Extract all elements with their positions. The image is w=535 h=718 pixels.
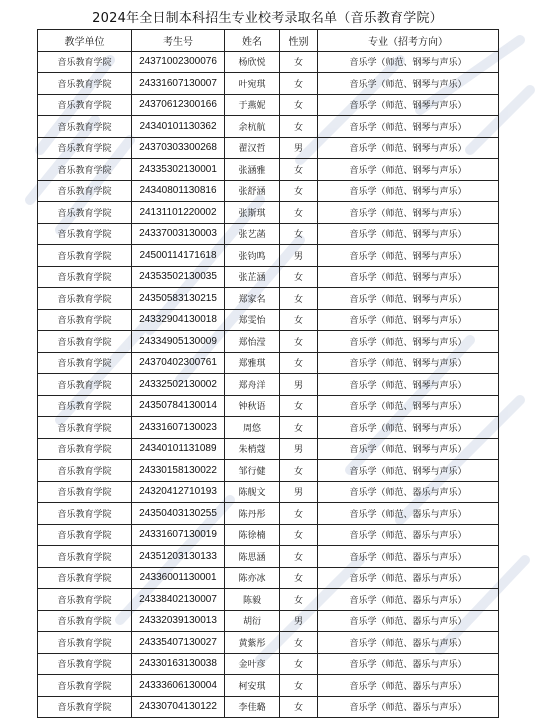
gender-cell: 男 — [280, 438, 318, 460]
table-row — [38, 653, 499, 675]
name-cell: 翟汉哲 — [225, 137, 280, 159]
gender-cell: 女 — [280, 524, 318, 546]
major-cell: 音乐学（师范、钢琴与声乐） — [318, 438, 499, 460]
gender-cell: 男 — [280, 610, 318, 632]
teaching-unit-cell: 音乐教育学院 — [38, 374, 132, 396]
teaching-unit-cell: 音乐教育学院 — [38, 245, 132, 267]
table-row — [38, 288, 499, 310]
gender-cell: 男 — [280, 481, 318, 503]
table-row — [38, 266, 499, 288]
exam-number-cell: 24340101130362 — [132, 116, 225, 138]
table-row — [38, 438, 499, 460]
name-cell: 周悠 — [225, 417, 280, 439]
name-cell: 郑家名 — [225, 288, 280, 310]
gender-cell: 男 — [280, 245, 318, 267]
teaching-unit-cell: 音乐教育学院 — [38, 696, 132, 718]
teaching-unit-cell: 音乐教育学院 — [38, 159, 132, 181]
exam-number-cell: 24330704130122 — [132, 696, 225, 718]
exam-number-cell: 24320412710193 — [132, 481, 225, 503]
major-cell: 音乐学（师范、器乐与声乐） — [318, 524, 499, 546]
major-cell: 音乐学（师范、钢琴与声乐） — [318, 288, 499, 310]
teaching-unit-cell: 音乐教育学院 — [38, 632, 132, 654]
name-cell: 余杭航 — [225, 116, 280, 138]
major-cell: 音乐学（师范、钢琴与声乐） — [318, 51, 499, 73]
exam-number-cell: 24332502130002 — [132, 374, 225, 396]
major-cell: 音乐学（师范、器乐与声乐） — [318, 675, 499, 697]
major-cell: 音乐学（师范、器乐与声乐） — [318, 696, 499, 718]
major-cell: 音乐学（师范、钢琴与声乐） — [318, 137, 499, 159]
exam-number-cell: 24333606130004 — [132, 675, 225, 697]
teaching-unit-cell: 音乐教育学院 — [38, 438, 132, 460]
gender-cell: 女 — [280, 331, 318, 353]
exam-number-cell: 24370303300268 — [132, 137, 225, 159]
exam-number-cell: 24335407130027 — [132, 632, 225, 654]
teaching-unit-cell: 音乐教育学院 — [38, 51, 132, 73]
gender-cell: 女 — [280, 116, 318, 138]
table-row — [38, 675, 499, 697]
table-row — [38, 481, 499, 503]
name-cell: 张芷涵 — [225, 266, 280, 288]
teaching-unit-cell: 音乐教育学院 — [38, 94, 132, 116]
exam-number-cell: 24131101220002 — [132, 202, 225, 224]
table-row — [38, 309, 499, 331]
name-cell: 张舒涵 — [225, 180, 280, 202]
exam-number-cell: 24332039130013 — [132, 610, 225, 632]
table-row — [38, 524, 499, 546]
header-teaching-unit: 教学单位 — [38, 30, 132, 52]
name-cell: 陈徐楠 — [225, 524, 280, 546]
gender-cell: 女 — [280, 288, 318, 310]
exam-number-cell: 24330163130038 — [132, 653, 225, 675]
name-cell: 黄紫彤 — [225, 632, 280, 654]
major-cell: 音乐学（师范、钢琴与声乐） — [318, 223, 499, 245]
exam-number-cell: 24331607130023 — [132, 417, 225, 439]
name-cell: 叶宛琪 — [225, 73, 280, 95]
name-cell: 郑雯怡 — [225, 309, 280, 331]
major-cell: 音乐学（师范、钢琴与声乐） — [318, 460, 499, 482]
name-cell: 张钧鸣 — [225, 245, 280, 267]
name-cell: 于燕妮 — [225, 94, 280, 116]
gender-cell: 女 — [280, 202, 318, 224]
table-row — [38, 137, 499, 159]
gender-cell: 女 — [280, 159, 318, 181]
table-row — [38, 374, 499, 396]
header-gender: 性别 — [280, 30, 318, 52]
name-cell: 朱梢蔻 — [225, 438, 280, 460]
major-cell: 音乐学（师范、钢琴与声乐） — [318, 159, 499, 181]
table-row — [38, 51, 499, 73]
gender-cell: 女 — [280, 675, 318, 697]
major-cell: 音乐学（师范、器乐与声乐） — [318, 632, 499, 654]
gender-cell: 女 — [280, 632, 318, 654]
gender-cell: 女 — [280, 352, 318, 374]
exam-number-cell: 24350403130255 — [132, 503, 225, 525]
teaching-unit-cell: 音乐教育学院 — [38, 481, 132, 503]
exam-number-cell: 24337003130003 — [132, 223, 225, 245]
gender-cell: 女 — [280, 223, 318, 245]
teaching-unit-cell: 音乐教育学院 — [38, 395, 132, 417]
exam-number-cell: 24500114171618 — [132, 245, 225, 267]
teaching-unit-cell: 音乐教育学院 — [38, 137, 132, 159]
name-cell: 柯安琪 — [225, 675, 280, 697]
exam-number-cell: 24340101131089 — [132, 438, 225, 460]
major-cell: 音乐学（师范、器乐与声乐） — [318, 653, 499, 675]
gender-cell: 女 — [280, 417, 318, 439]
name-cell: 张艺菡 — [225, 223, 280, 245]
exam-number-cell: 24353502130035 — [132, 266, 225, 288]
teaching-unit-cell: 音乐教育学院 — [38, 653, 132, 675]
major-cell: 音乐学（师范、钢琴与声乐） — [318, 180, 499, 202]
header-name: 姓名 — [225, 30, 280, 52]
major-cell: 音乐学（师范、器乐与声乐） — [318, 589, 499, 611]
gender-cell: 女 — [280, 73, 318, 95]
teaching-unit-cell: 音乐教育学院 — [38, 202, 132, 224]
gender-cell: 女 — [280, 653, 318, 675]
gender-cell: 女 — [280, 309, 318, 331]
exam-number-cell: 24340801130816 — [132, 180, 225, 202]
exam-number-cell: 24350784130014 — [132, 395, 225, 417]
gender-cell: 女 — [280, 94, 318, 116]
gender-cell: 女 — [280, 546, 318, 568]
gender-cell: 女 — [280, 589, 318, 611]
teaching-unit-cell: 音乐教育学院 — [38, 352, 132, 374]
name-cell: 金叶彦 — [225, 653, 280, 675]
exam-number-cell: 24334905130009 — [132, 331, 225, 353]
gender-cell: 女 — [280, 395, 318, 417]
gender-cell: 女 — [280, 503, 318, 525]
admission-table — [37, 29, 499, 718]
major-cell: 音乐学（师范、器乐与声乐） — [318, 610, 499, 632]
table-row — [38, 696, 499, 718]
teaching-unit-cell: 音乐教育学院 — [38, 460, 132, 482]
gender-cell: 女 — [280, 567, 318, 589]
exam-number-cell: 24338402130007 — [132, 589, 225, 611]
exam-number-cell: 24371002300076 — [132, 51, 225, 73]
table-row — [38, 94, 499, 116]
major-cell: 音乐学（师范、钢琴与声乐） — [318, 352, 499, 374]
major-cell: 音乐学（师范、钢琴与声乐） — [318, 73, 499, 95]
table-row — [38, 632, 499, 654]
teaching-unit-cell: 音乐教育学院 — [38, 546, 132, 568]
table-row — [38, 73, 499, 95]
exam-number-cell: 24336001130001 — [132, 567, 225, 589]
table-row — [38, 116, 499, 138]
exam-number-cell: 24330158130022 — [132, 460, 225, 482]
name-cell: 张斯琪 — [225, 202, 280, 224]
table-row — [38, 567, 499, 589]
teaching-unit-cell: 音乐教育学院 — [38, 180, 132, 202]
teaching-unit-cell: 音乐教育学院 — [38, 116, 132, 138]
major-cell: 音乐学（师范、器乐与声乐） — [318, 503, 499, 525]
gender-cell: 女 — [280, 696, 318, 718]
teaching-unit-cell: 音乐教育学院 — [38, 610, 132, 632]
exam-number-cell: 24331607130007 — [132, 73, 225, 95]
major-cell: 音乐学（师范、钢琴与声乐） — [318, 266, 499, 288]
table-row — [38, 223, 499, 245]
major-cell: 音乐学（师范、钢琴与声乐） — [318, 245, 499, 267]
major-cell: 音乐学（师范、钢琴与声乐） — [318, 395, 499, 417]
major-cell: 音乐学（师范、器乐与声乐） — [318, 481, 499, 503]
table-header-row — [38, 30, 499, 52]
teaching-unit-cell: 音乐教育学院 — [38, 73, 132, 95]
table-row — [38, 589, 499, 611]
table-row — [38, 503, 499, 525]
table-row — [38, 159, 499, 181]
document-title: 2024年全日制本科招生专业校考录取名单（音乐教育学院） — [92, 11, 443, 26]
name-cell: 陈毅 — [225, 589, 280, 611]
gender-cell: 男 — [280, 374, 318, 396]
major-cell: 音乐学（师范、钢琴与声乐） — [318, 331, 499, 353]
name-cell: 邹行健 — [225, 460, 280, 482]
teaching-unit-cell: 音乐教育学院 — [38, 417, 132, 439]
teaching-unit-cell: 音乐教育学院 — [38, 331, 132, 353]
major-cell: 音乐学（师范、钢琴与声乐） — [318, 309, 499, 331]
table-row — [38, 417, 499, 439]
major-cell: 音乐学（师范、钢琴与声乐） — [318, 374, 499, 396]
name-cell: 钟秋语 — [225, 395, 280, 417]
teaching-unit-cell: 音乐教育学院 — [38, 223, 132, 245]
exam-number-cell: 24331607130019 — [132, 524, 225, 546]
teaching-unit-cell: 音乐教育学院 — [38, 266, 132, 288]
table-row — [38, 245, 499, 267]
name-cell: 郑舟洋 — [225, 374, 280, 396]
header-major: 专业（招考方向） — [318, 30, 499, 52]
gender-cell: 女 — [280, 266, 318, 288]
teaching-unit-cell: 音乐教育学院 — [38, 589, 132, 611]
table-row — [38, 202, 499, 224]
exam-number-cell: 24332904130018 — [132, 309, 225, 331]
gender-cell: 女 — [280, 180, 318, 202]
name-cell: 胡衍 — [225, 610, 280, 632]
major-cell: 音乐学（师范、钢琴与声乐） — [318, 202, 499, 224]
exam-number-cell: 24370402300761 — [132, 352, 225, 374]
gender-cell: 女 — [280, 51, 318, 73]
exam-number-cell: 24370612300166 — [132, 94, 225, 116]
teaching-unit-cell: 音乐教育学院 — [38, 288, 132, 310]
major-cell: 音乐学（师范、钢琴与声乐） — [318, 116, 499, 138]
table-row — [38, 610, 499, 632]
gender-cell: 女 — [280, 460, 318, 482]
name-cell: 郑怡滢 — [225, 331, 280, 353]
teaching-unit-cell: 音乐教育学院 — [38, 675, 132, 697]
name-cell: 陈亦冰 — [225, 567, 280, 589]
table-row — [38, 395, 499, 417]
name-cell: 陈思涵 — [225, 546, 280, 568]
table-row — [38, 180, 499, 202]
teaching-unit-cell: 音乐教育学院 — [38, 524, 132, 546]
exam-number-cell: 24350583130215 — [132, 288, 225, 310]
major-cell: 音乐学（师范、钢琴与声乐） — [318, 94, 499, 116]
table-body — [38, 51, 499, 718]
table-row — [38, 546, 499, 568]
teaching-unit-cell: 音乐教育学院 — [38, 309, 132, 331]
major-cell: 音乐学（师范、器乐与声乐） — [318, 567, 499, 589]
name-cell: 张涵雅 — [225, 159, 280, 181]
gender-cell: 男 — [280, 137, 318, 159]
name-cell: 陈舰文 — [225, 481, 280, 503]
exam-number-cell: 24335302130001 — [132, 159, 225, 181]
table-row — [38, 331, 499, 353]
teaching-unit-cell: 音乐教育学院 — [38, 503, 132, 525]
major-cell: 音乐学（师范、钢琴与声乐） — [318, 417, 499, 439]
table-row — [38, 352, 499, 374]
name-cell: 陈丹彤 — [225, 503, 280, 525]
table-row — [38, 460, 499, 482]
name-cell: 郑雅琪 — [225, 352, 280, 374]
teaching-unit-cell: 音乐教育学院 — [38, 567, 132, 589]
header-exam-number: 考生号 — [132, 30, 225, 52]
exam-number-cell: 24351203130133 — [132, 546, 225, 568]
major-cell: 音乐学（师范、器乐与声乐） — [318, 546, 499, 568]
name-cell: 杨欣悦 — [225, 51, 280, 73]
name-cell: 李佳璐 — [225, 696, 280, 718]
